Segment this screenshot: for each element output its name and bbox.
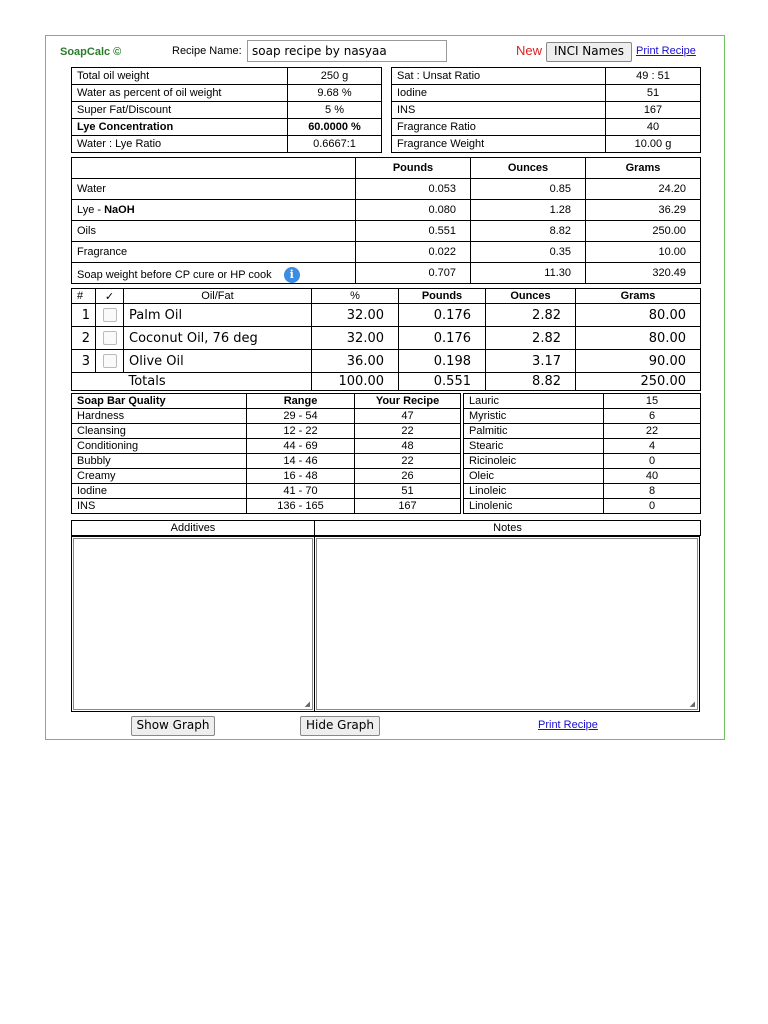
- info-value: 10.00 g: [606, 136, 701, 153]
- quality-row: [72, 499, 461, 514]
- oils-header-ounces: Ounces: [486, 289, 576, 304]
- fatty-acid-value: 8: [604, 484, 701, 499]
- lye-ounces-value: 8.82: [471, 221, 586, 242]
- resize-grip-icon[interactable]: ◢: [304, 701, 310, 708]
- notes-textarea[interactable]: [316, 538, 698, 710]
- fatty-acid-value: 15: [604, 394, 701, 409]
- quality-row: [72, 484, 461, 499]
- oil-pounds: 0.198: [399, 350, 486, 373]
- oil-pct: 36.00: [312, 350, 399, 373]
- lye-ounces-value: 0.85: [471, 179, 586, 200]
- oil-num: 1: [72, 304, 96, 327]
- notes-label: Notes: [315, 521, 701, 536]
- lye-header-blank: [72, 158, 356, 179]
- lye-label-text: Oils: [77, 225, 96, 237]
- oil-row: [72, 304, 701, 327]
- quality-name: Bubbly: [72, 454, 247, 469]
- fatty-acids-table: [463, 393, 701, 514]
- quality-name: Creamy: [72, 469, 247, 484]
- fatty-acid-row: [464, 499, 701, 514]
- oils-header-grams: Grams: [576, 289, 701, 304]
- recipe-info-table-left: [71, 67, 382, 153]
- quality-header-name: Soap Bar Quality: [72, 394, 247, 409]
- info-label: Sat : Unsat Ratio: [392, 68, 606, 85]
- oils-header-check: ✓: [96, 289, 124, 304]
- quality-range: 136 - 165: [247, 499, 355, 514]
- quality-range: 16 - 48: [247, 469, 355, 484]
- oil-select-cell: [96, 327, 124, 350]
- info-value: 250 g: [288, 68, 382, 85]
- additives-notes-header: [71, 520, 701, 536]
- oil-pct: 32.00: [312, 304, 399, 327]
- fatty-acid-value: 0: [604, 454, 701, 469]
- recipe-name-input[interactable]: [247, 40, 447, 62]
- lye-ounces-value: 0.35: [471, 242, 586, 263]
- oils-table-header: [72, 289, 701, 304]
- info-value: 167: [606, 102, 701, 119]
- info-label: Water : Lye Ratio: [72, 136, 288, 153]
- lye-pounds-value: 0.707: [356, 263, 471, 284]
- lye-grams-value: 250.00: [586, 221, 701, 242]
- lye-grams-value: 10.00: [586, 242, 701, 263]
- info-label: Iodine: [392, 85, 606, 102]
- info-label: Water as percent of oil weight: [72, 85, 288, 102]
- lye-row: [72, 263, 701, 284]
- quality-name: Cleansing: [72, 424, 247, 439]
- header-bar: [46, 36, 724, 68]
- hide-graph-button[interactable]: Hide Graph: [300, 716, 380, 736]
- oil-pounds: 0.176: [399, 304, 486, 327]
- lye-row-label: [72, 200, 356, 221]
- quality-value: 48: [355, 439, 461, 454]
- info-value: 40: [606, 119, 701, 136]
- lye-water-table: [71, 157, 701, 284]
- fatty-acid-name: Stearic: [464, 439, 604, 454]
- lye-grams-value: 36.29: [586, 200, 701, 221]
- oil-row: [72, 350, 701, 373]
- fatty-acid-value: 40: [604, 469, 701, 484]
- lye-row: [72, 242, 701, 263]
- lye-ounces-value: 11.30: [471, 263, 586, 284]
- quality-table-header: [72, 394, 461, 409]
- totals-pct: 100.00: [312, 373, 399, 391]
- brand-logo: SoapCalc ©: [60, 46, 122, 58]
- resize-grip-icon[interactable]: ◢: [689, 701, 695, 708]
- recipe-name-label: Recipe Name:: [172, 45, 242, 57]
- quality-name: Iodine: [72, 484, 247, 499]
- oil-name: Palm Oil: [124, 304, 312, 327]
- lye-row-label: [72, 221, 356, 242]
- lye-pounds-value: 0.053: [356, 179, 471, 200]
- quality-value: 51: [355, 484, 461, 499]
- quality-value: 167: [355, 499, 461, 514]
- fatty-acid-row: [464, 394, 701, 409]
- quality-name: INS: [72, 499, 247, 514]
- oil-checkbox[interactable]: [103, 331, 117, 345]
- info-value: 9.68 %: [288, 85, 382, 102]
- quality-header-recipe: Your Recipe: [355, 394, 461, 409]
- quality-row: [72, 409, 461, 424]
- oil-pct: 32.00: [312, 327, 399, 350]
- oil-grams: 80.00: [576, 327, 701, 350]
- info-row: [392, 119, 701, 136]
- lye-row: [72, 221, 701, 242]
- lye-header-pounds: Pounds: [356, 158, 471, 179]
- fatty-acid-name: Ricinoleic: [464, 454, 604, 469]
- additives-panel: [71, 536, 315, 712]
- lye-label-text: Lye -: [77, 204, 105, 216]
- lye-row: [72, 179, 701, 200]
- oils-header-pct: %: [312, 289, 399, 304]
- info-row: [72, 68, 382, 85]
- fatty-acid-name: Lauric: [464, 394, 604, 409]
- oils-totals-row: [72, 373, 701, 391]
- totals-blank: [72, 373, 96, 391]
- lye-ounces-value: 1.28: [471, 200, 586, 221]
- totals-pounds: 0.551: [399, 373, 486, 391]
- info-row: [72, 102, 382, 119]
- oils-header-num: #: [72, 289, 96, 304]
- lye-row: [72, 200, 701, 221]
- quality-row: [72, 454, 461, 469]
- lye-header-grams: Grams: [586, 158, 701, 179]
- fatty-acid-value: 4: [604, 439, 701, 454]
- info-label: INS: [392, 102, 606, 119]
- oil-grams: 80.00: [576, 304, 701, 327]
- quality-name: Hardness: [72, 409, 247, 424]
- fatty-acid-row: [464, 484, 701, 499]
- info-value: 5 %: [288, 102, 382, 119]
- quality-header-range: Range: [247, 394, 355, 409]
- lye-label-text: Water: [77, 183, 106, 195]
- oil-row: [72, 327, 701, 350]
- fatty-acid-row: [464, 424, 701, 439]
- fatty-acid-row: [464, 469, 701, 484]
- quality-range: 14 - 46: [247, 454, 355, 469]
- lye-row-label: [72, 242, 356, 263]
- info-row: [72, 136, 382, 153]
- info-label: Fragrance Weight: [392, 136, 606, 153]
- oil-checkbox[interactable]: [103, 308, 117, 322]
- info-value: 0.6667:1: [288, 136, 382, 153]
- totals-grams: 250.00: [576, 373, 701, 391]
- fatty-acid-name: Oleic: [464, 469, 604, 484]
- info-value: 49 : 51: [606, 68, 701, 85]
- quality-row: [72, 439, 461, 454]
- info-row: [392, 68, 701, 85]
- fatty-acid-name: Linoleic: [464, 484, 604, 499]
- quality-range: 44 - 69: [247, 439, 355, 454]
- info-label: Lye Concentration: [72, 119, 288, 136]
- quality-value: 22: [355, 424, 461, 439]
- lye-grams-value: 320.49: [586, 263, 701, 284]
- fatty-acid-value: 6: [604, 409, 701, 424]
- info-row: [392, 102, 701, 119]
- quality-name: Conditioning: [72, 439, 247, 454]
- info-value: 51: [606, 85, 701, 102]
- quality-range: 12 - 22: [247, 424, 355, 439]
- oil-grams: 90.00: [576, 350, 701, 373]
- oils-header-name: Oil/Fat: [124, 289, 312, 304]
- additives-textarea[interactable]: [73, 538, 313, 710]
- info-row: [72, 119, 382, 136]
- oil-num: 2: [72, 327, 96, 350]
- oil-select-cell: [96, 304, 124, 327]
- print-recipe-link-bottom[interactable]: Print Recipe: [538, 719, 598, 731]
- oil-name: Coconut Oil, 76 deg: [124, 327, 312, 350]
- totals-ounces: 8.82: [486, 373, 576, 391]
- totals-blank: [96, 373, 124, 391]
- totals-label: Totals: [124, 373, 312, 391]
- quality-range: 29 - 54: [247, 409, 355, 424]
- fatty-acid-row: [464, 439, 701, 454]
- oil-ounces: 2.82: [486, 327, 576, 350]
- fatty-acid-value: 22: [604, 424, 701, 439]
- quality-value: 26: [355, 469, 461, 484]
- additives-label: Additives: [72, 521, 315, 536]
- oil-name: Olive Oil: [124, 350, 312, 373]
- oils-table: [71, 288, 701, 391]
- lye-table-header: [72, 158, 701, 179]
- recipe-info-table-right: [391, 67, 701, 153]
- quality-value: 47: [355, 409, 461, 424]
- fatty-acid-name: Palmitic: [464, 424, 604, 439]
- oil-ounces: 3.17: [486, 350, 576, 373]
- fatty-acid-row: [464, 454, 701, 469]
- oil-pounds: 0.176: [399, 327, 486, 350]
- print-recipe-link-top[interactable]: Print Recipe: [636, 45, 696, 57]
- show-graph-button[interactable]: Show Graph: [131, 716, 215, 736]
- fatty-acid-name: Myristic: [464, 409, 604, 424]
- oils-header-pounds: Pounds: [399, 289, 486, 304]
- lye-label-text: Fragrance: [77, 246, 128, 258]
- info-label: Super Fat/Discount: [72, 102, 288, 119]
- info-value: 60.0000 %: [288, 119, 382, 136]
- fatty-acid-row: [464, 409, 701, 424]
- oil-checkbox[interactable]: [103, 354, 117, 368]
- lye-pounds-value: 0.551: [356, 221, 471, 242]
- lye-pounds-value: 0.080: [356, 200, 471, 221]
- quality-value: 22: [355, 454, 461, 469]
- soap-quality-table: [71, 393, 461, 514]
- info-icon[interactable]: i: [284, 267, 300, 283]
- inci-names-button[interactable]: INCI Names: [546, 42, 632, 62]
- lye-grams-value: 24.20: [586, 179, 701, 200]
- info-row: [392, 85, 701, 102]
- lye-header-ounces: Ounces: [471, 158, 586, 179]
- quality-row: [72, 424, 461, 439]
- lye-label-text: Soap weight before CP cure or HP cook: [77, 268, 272, 281]
- lye-row-label: [72, 179, 356, 200]
- oil-select-cell: [96, 350, 124, 373]
- fatty-acid-value: 0: [604, 499, 701, 514]
- notes-panel: [314, 536, 700, 712]
- lye-row-label: [72, 263, 356, 284]
- lye-type: NaOH: [104, 204, 135, 216]
- fatty-acid-name: Linolenic: [464, 499, 604, 514]
- lye-pounds-value: 0.022: [356, 242, 471, 263]
- info-label: Fragrance Ratio: [392, 119, 606, 136]
- oil-ounces: 2.82: [486, 304, 576, 327]
- quality-range: 41 - 70: [247, 484, 355, 499]
- new-recipe-link[interactable]: New: [516, 43, 543, 58]
- quality-row: [72, 469, 461, 484]
- oil-num: 3: [72, 350, 96, 373]
- info-row: [72, 85, 382, 102]
- info-row: [392, 136, 701, 153]
- info-label: Total oil weight: [72, 68, 288, 85]
